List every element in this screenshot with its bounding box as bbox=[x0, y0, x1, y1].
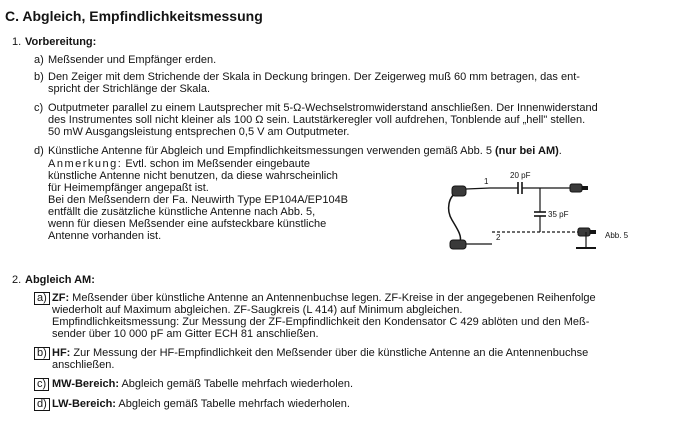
capacitor-20pf-icon bbox=[518, 182, 522, 194]
page-title: C. Abgleich, Empfindlichkeitsmessung bbox=[5, 8, 263, 24]
cap-20pf-label: 20 pF bbox=[510, 171, 531, 180]
terminal-mark-2: 2 bbox=[496, 233, 501, 242]
section-preparation-heading: 1. Vorbereitung: bbox=[12, 36, 97, 48]
coax-cable-icon bbox=[449, 186, 492, 249]
figure-caption: Abb. 5 bbox=[605, 231, 629, 240]
terminal-mark-1: 1 bbox=[484, 177, 489, 186]
prep-item-a: a) Meßsender und Empfänger erden. bbox=[34, 54, 217, 66]
section-am-heading: 2. Abgleich AM: bbox=[12, 274, 95, 286]
prep-item-d: d) Künstliche Antenne für Abgleich und Empfindlichkeitsmessungen verwenden gemäß Abb. 5 (nur bei AM). bbox=[34, 145, 562, 157]
am-item-a: a) ZF: Meßsender über künstliche Antenne an Antennenbuchse legen. ZF-Kreise in der angegebenen Reihenfolge wiederholt auf Maximum abgleichen. ZF-Saugkreis (L 414) auf Minimum abgleichen. Empfindlichkeitsmessung: Zur Messung der ZF-Empfindlichkeit den Kondensator C 429 ablöten und den Meß- sender über 10 000 pF am Gitter ECH 81 anschließen. bbox=[34, 292, 674, 340]
prep-item-c: c) Outputmeter parallel zu einem Lautsprecher mit 5-Ω-Wechselstromwiderstand anschließen. Der Innenwiderstand des Instrumentes soll nicht kleiner als 100 Ω sein. Lautstärkeregler voll aufdrehen, Tonblende auf „hell" stellen. 50 mW Ausgangsleistung entsprechen 0,5 V am Outputmeter. bbox=[34, 102, 598, 138]
prep-item-b: b) Den Zeiger mit dem Strichende der Skala in Deckung bringen. Der Zeigerweg muß 60 mm betragen, das ent- spricht der Strichlänge der Skala. bbox=[34, 71, 580, 95]
am-item-d: d) LW-Bereich: Abgleich gemäß Tabelle mehrfach wiederholen. bbox=[34, 398, 674, 410]
capacitor-35pf-icon bbox=[534, 212, 546, 216]
cap-35pf-label: 35 pF bbox=[548, 210, 569, 219]
am-item-b: b) HF: Zur Messung der HF-Empfindlichkeit den Meßsender über die künstliche Antenne an die Antennenbuchse anschließen. bbox=[34, 347, 674, 371]
note-block: Anmerkung: Evtl. schon im Meßsender eingebaute künstliche Antenne nicht benutzen, da diese wahrscheinlich für Heimempfänger angepaßt ist. Bei den Meßsendern der Fa. Neuwirth Type EP104A/EP104B entfällt die zusätzliche künstliche Antenne nach Abb. 5, wenn für diesen Meßsender eine aufsteckbare künstliche Antenne vorhanden ist. bbox=[48, 158, 349, 242]
artificial-antenna-diagram bbox=[420, 170, 650, 265]
circuit-svg bbox=[420, 170, 650, 265]
note-heading: Anmerkung: bbox=[48, 158, 123, 170]
am-item-c: c) MW-Bereich: Abgleich gemäß Tabelle mehrfach wiederholen. bbox=[34, 378, 674, 390]
output-plug-icon bbox=[570, 184, 596, 236]
